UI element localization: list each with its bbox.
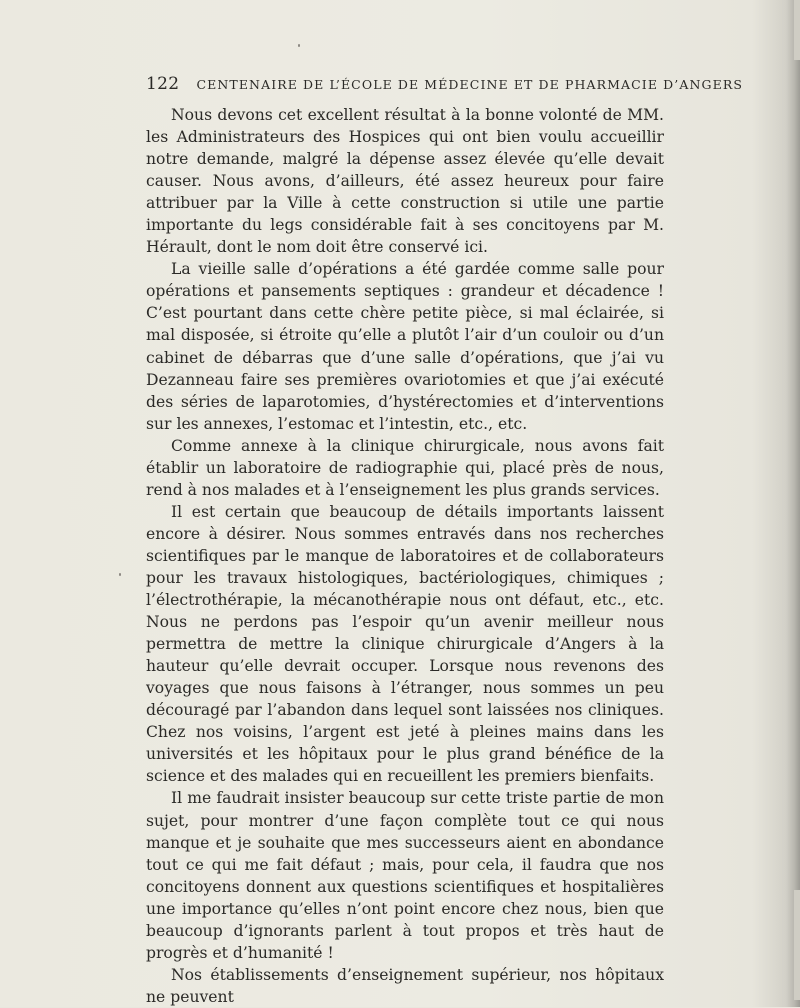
page-header [146,74,743,98]
body-text [146,104,664,1008]
running-title: CENTENAIRE DE L’ÉCOLE DE MÉDECINE ET DE PHARMACIE D’ANGERS [196,77,743,92]
paragraph: Nos établissements d’enseignement supérieur, nos hôpitaux ne peuvent [146,965,664,1006]
paragraph: La vieille salle d’opérations a été gardée comme salle pour opérations et pansements septiques : grandeur et décadence ! C’est pourtant dans cette chère petite pièce, si mal éclairée, si mal disposée, si étroite qu’elle a plutôt l’air d’un couloir ou d’un cabinet de débarras que d’une salle d’opérations, que j’ai vu Dezanneau faire ses premières ovariotomies et que j’ai exécuté des séries de laparotomies, d’hystérectomies et d’interventions sur les annexes, l’estomac et l’intestin, etc., etc. [146,260,664,433]
paragraph: Il me faudrait insister beaucoup sur cette triste partie de mon sujet, pour montrer d’une façon complète tout ce qui nous manque et je souhaite que mes successeurs aient en abondance tout ce qui me fait défaut ; mais, pour cela, il faudra que nos concitoyens donnent aux questions scientifiques et hospitalières une importance qu’elles n’ont point encore chez nous, bien que beaucoup d’ignorants parlent à tout propos et très haut de progrès et d’humanité ! [146,789,664,962]
page-edge-notch [794,0,800,60]
paper-speck [119,573,121,576]
page-edge-shadow [786,0,800,1007]
paragraph: Il est certain que beaucoup de détails importants laissent encore à désirer. Nous sommes entravés dans nos recherches scientifiques par le manque de laboratoires et de collaborateurs pour les travaux histologiques, bactériologiques, chimiques ; l’électrothérapie, la mécanothérapie nous ont défaut, etc., etc. Nous ne perdons pas l’espoir qu’un avenir meilleur nous permettra de mettre la clinique chirurgicale d’Angers à la hauteur qu’elle devrait occuper. Lorsque nous revenons des voyages que nous faisons à l’étranger, nous sommes un peu découragé par l’abandon dans lequel sont laissées nos cliniques. Chez nos voisins, l’argent est jeté à pleines mains dans les universités et les hôpitaux pour le plus grand bénéfice de la science et des malades qui en recueillent les premiers bienfaits. [146,502,664,786]
paragraph: Nous devons cet excellent résultat à la bonne volonté de MM. les Administrateurs des Hospices qui ont bien voulu accueillir notre demande, malgré la dépense assez élevée qu’elle devait causer. Nous avons, d’ailleurs, été assez heureux pour faire attribuer par la Ville à cette construction si utile une partie importante du legs considérable fait à ses concitoyens par M. Hérault, dont le nom doit être conservé ici. [146,106,664,257]
paper-speck [298,44,300,47]
page-edge-notch [794,890,800,1000]
paragraph: Comme annexe à la clinique chirurgicale, nous avons fait établir un laboratoire de radiographie qui, placé près de nous, rend à nos malades et à l’enseignement les plus grands services. [146,436,664,499]
page-number: 122 [146,74,180,94]
